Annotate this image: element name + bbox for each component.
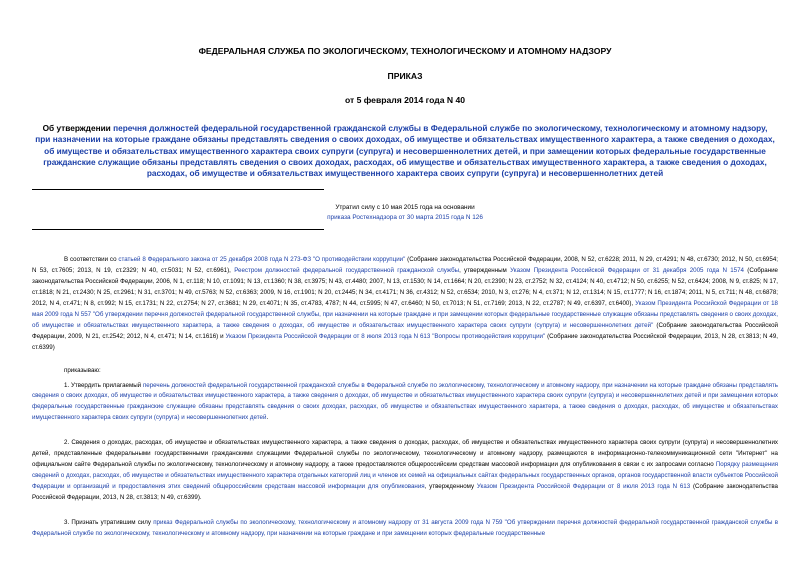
item-2-paragraph — [32, 438, 778, 503]
title-prefix: Об утверждении — [42, 123, 114, 133]
title-list-link[interactable]: перечня должностей федеральной государственной гражданской службы в Федеральной службе по экологическому, технологическому и атомному надзору, при назначении на которые граждане обязаны представлять сведения о своих доходах, об имуществе и обязательствах имущественного характера, а также сведения о доходах, об имуществе и обязательствах имущественного характера своих супруги (супруга) и несовершеннолетних детей, и при замещении которых федеральные государственные гражданские служащие обязаны представлять сведения о своих доходах, расходах, об имуществе и обязательствах имущественного характера, а также сведения о доходах, расходах, об имуществе и обязательствах имущественного характера своих супруги (супруга) и несовершеннолетних детей — [35, 123, 775, 179]
basis-text: (Собрание законодательства Российской Федерации, 2013, N 28, ст.3813; N 49, ст.6399) — [32, 332, 779, 351]
item-3-paragraph — [32, 518, 778, 540]
item-2-text: 2. Сведения о доходах, расходах, об имуществе и обязательствах имущественного характера, а также сведения о доходах, расходах, об имуществе и обязательствах имущественного характера своих супруги (супруга) и несовершеннолетних детей, представленные федеральными государственными гражданскими служащими Федеральной службы по экологическому, технологическому и атомному надзору, размещаются в информационно-телекоммуникационной сети "Интернет" на официальном сайте Федеральной службы по экологическому, технологическому и атомному надзору, а также предоставляются общероссийским средствам массовой информации для опубликования в связи с их запросами согласно — [32, 439, 778, 468]
item-2-text: , утвержденному — [424, 482, 477, 490]
basis-text: , утвержденным — [459, 267, 511, 275]
publication-procedure-link[interactable]: Порядку размещения сведений о доходах, расходах, об имуществе и обязательствах имущественного характера отдельных категорий лиц и членов их семей на официальных сайтах федеральных государственных органов, органов государственной власти субъектов Российской Федерации и организаций и предоставления этих сведений общероссийским средствам массовой информации для опубликования — [32, 460, 778, 490]
document-title — [32, 123, 778, 179]
registry-link[interactable]: Реестром должностей федеральной государственной гражданской службы — [234, 267, 460, 275]
expired-note — [32, 203, 778, 223]
repealed-order-link[interactable]: приказ Федеральной службы по экологическому, технологическому и атомному надзору от 31 августа 2009 года N 759 "Об утверждении перечня должностей федеральной государственной гражданской службы в Федеральной службе по экологическому, технологическому и атомному надзору, при назначении на которые граждане и при замещении которых федеральные государственные — [32, 518, 779, 537]
basis-text: (Собрание законодательства Российской Федерации, 2008, N 52, ст.6228; 2011, N 29, ст.4291; N 48, ст.6730; 2012, N 50, ст.6954; N 53, ст.7605; 2013, N 19, ст.2329; N 40, ст.5031; N 52, ст.6961), — [32, 256, 778, 275]
expired-note-text: Утратил силу с 10 мая 2015 года на основании — [335, 204, 475, 212]
legal-basis-paragraph — [32, 255, 778, 353]
positions-list-link[interactable]: перечень должностей федеральной государственной гражданской службы в Федеральной службе по экологическому, технологическому и атомному надзору, при назначении на которые граждане обязаны представлять сведения о своих доходах, об имуществе и обязательствах имущественного характера, а также сведения о доходах, об имуществе и обязательствах имущественного характера своих супруги (супруга) и несовершеннолетних детей и при замещении которых федеральные государственные гражданские служащие обязаны представлять сведения о своих доходах, расходах, об имуществе и обязательствах имущественного характера, а также сведения о доходах, расходах, об имуществе и обязательствах имущественного характера своих супруги (супруга) и несовершеннолетних детей — [32, 381, 778, 422]
divider-top — [32, 189, 324, 190]
decree-1574-link[interactable]: Указом Президента Российской Федерации от 31 декабря 2005 года N 1574 — [510, 267, 745, 275]
decree-557-link[interactable]: Указом Президента Российской Федерации от 18 мая 2009 года N 557 "Об утверждении перечня должностей федеральной государственной службы, при назначении на которые граждане и при замещении которых федеральные государственные служащие обязаны представлять сведения о своих доходах, об имуществе и обязательствах имущественного характера, а также сведения о доходах, об имуществе и обязательствах имущественного характера своих супруги (супруга) и несовершеннолетних детей" — [32, 300, 778, 329]
document — [32, 0, 778, 539]
item-1-text: 1. Утвердить прилагаемый — [64, 381, 143, 389]
expired-order-link[interactable]: приказа Ростехнадзора от 30 марта 2015 года N 126 — [327, 214, 483, 222]
decree-613-link[interactable]: Указом Президента Российской Федерации от 8 июля 2013 года N 613 "Вопросы противодействия коррупции" — [225, 332, 546, 340]
divider-bottom — [32, 229, 324, 230]
basis-text: (Собрание законодательства Российской Федерации, 2006, N 1, ст.118; N 10, ст.1091; N 13, ст.1360; N 38, ст.3975; N 43, ст.4480; 2007, N 13, ст.1530; N 14, ст.1664; N 20, ст.2390; N 23, ст.2752; N 32, ст.4124; N 40, ст.4712; N 50, ст.6255; N 52, ст.6424; 2008, N 9, ст.825; N 17, ст.1818; N 21, ст.2430; N 25, ст.2961; N 31, ст.3701; N 49, ст.5763; N 52, ст.6363; 2009, N 16, ст.1901; N 20, ст.2445; N 34, ст.4171; N 36, ст.4312; N 52, ст.6534; 2010, N 3, ст.276; N 4, ст.371; N 12, ст.1314; N 15, ст.1777; N 16, ст.1874; 2011, N 5, ст.711; N 48, ст.6878; 2012, N 4, ст.471; N 8, ст.992; N 15, ст.1731; N 22, ст.2754; N 27, ст.3681; N 29, ст.4071; N 35, ст.4783, 4787; N 44, ст.5995; N 47, ст.6460; N 50, ст.7013; N 51, ст.7169; 2013, N 22, ст.2787; N 49, ст.6397, ст.6400), — [32, 267, 779, 308]
item-2-text: (Собрание законодательства Российской Федерации, 2013, N 28, ст.3813; N 49, ст.6399). — [32, 482, 779, 501]
decree-613-link-2[interactable]: Указом Президента Российской Федерации от 8 июля 2013 года N 613 — [476, 482, 691, 490]
document-date-number: от 5 февраля 2014 года N 40 — [344, 95, 466, 105]
issuing-organization: ФЕДЕРАЛЬНАЯ СЛУЖБА ПО ЭКОЛОГИЧЕСКОМУ, ТЕХНОЛОГИЧЕСКОМУ И АТОМНОМУ НАДЗОРУ — [198, 46, 612, 56]
item-3-text: 3. Признать утратившим силу — [64, 518, 154, 526]
orders-word: приказываю: — [64, 366, 101, 374]
document-type: ПРИКАЗ — [387, 71, 423, 81]
basis-text: (Собрание законодательства Российской Федерации, 2009, N 21, ст.2542; 2012, N 4, ст.471; N 14, ст.1616) и — [32, 321, 778, 340]
federal-law-link[interactable]: статьей 8 Федерального закона от 25 декабря 2008 года N 273-ФЗ "О противодействии коррупции" — [118, 256, 406, 264]
basis-text: В соответствии со — [64, 256, 119, 264]
item-1-paragraph — [32, 381, 778, 425]
item-1-text: . — [266, 414, 269, 422]
